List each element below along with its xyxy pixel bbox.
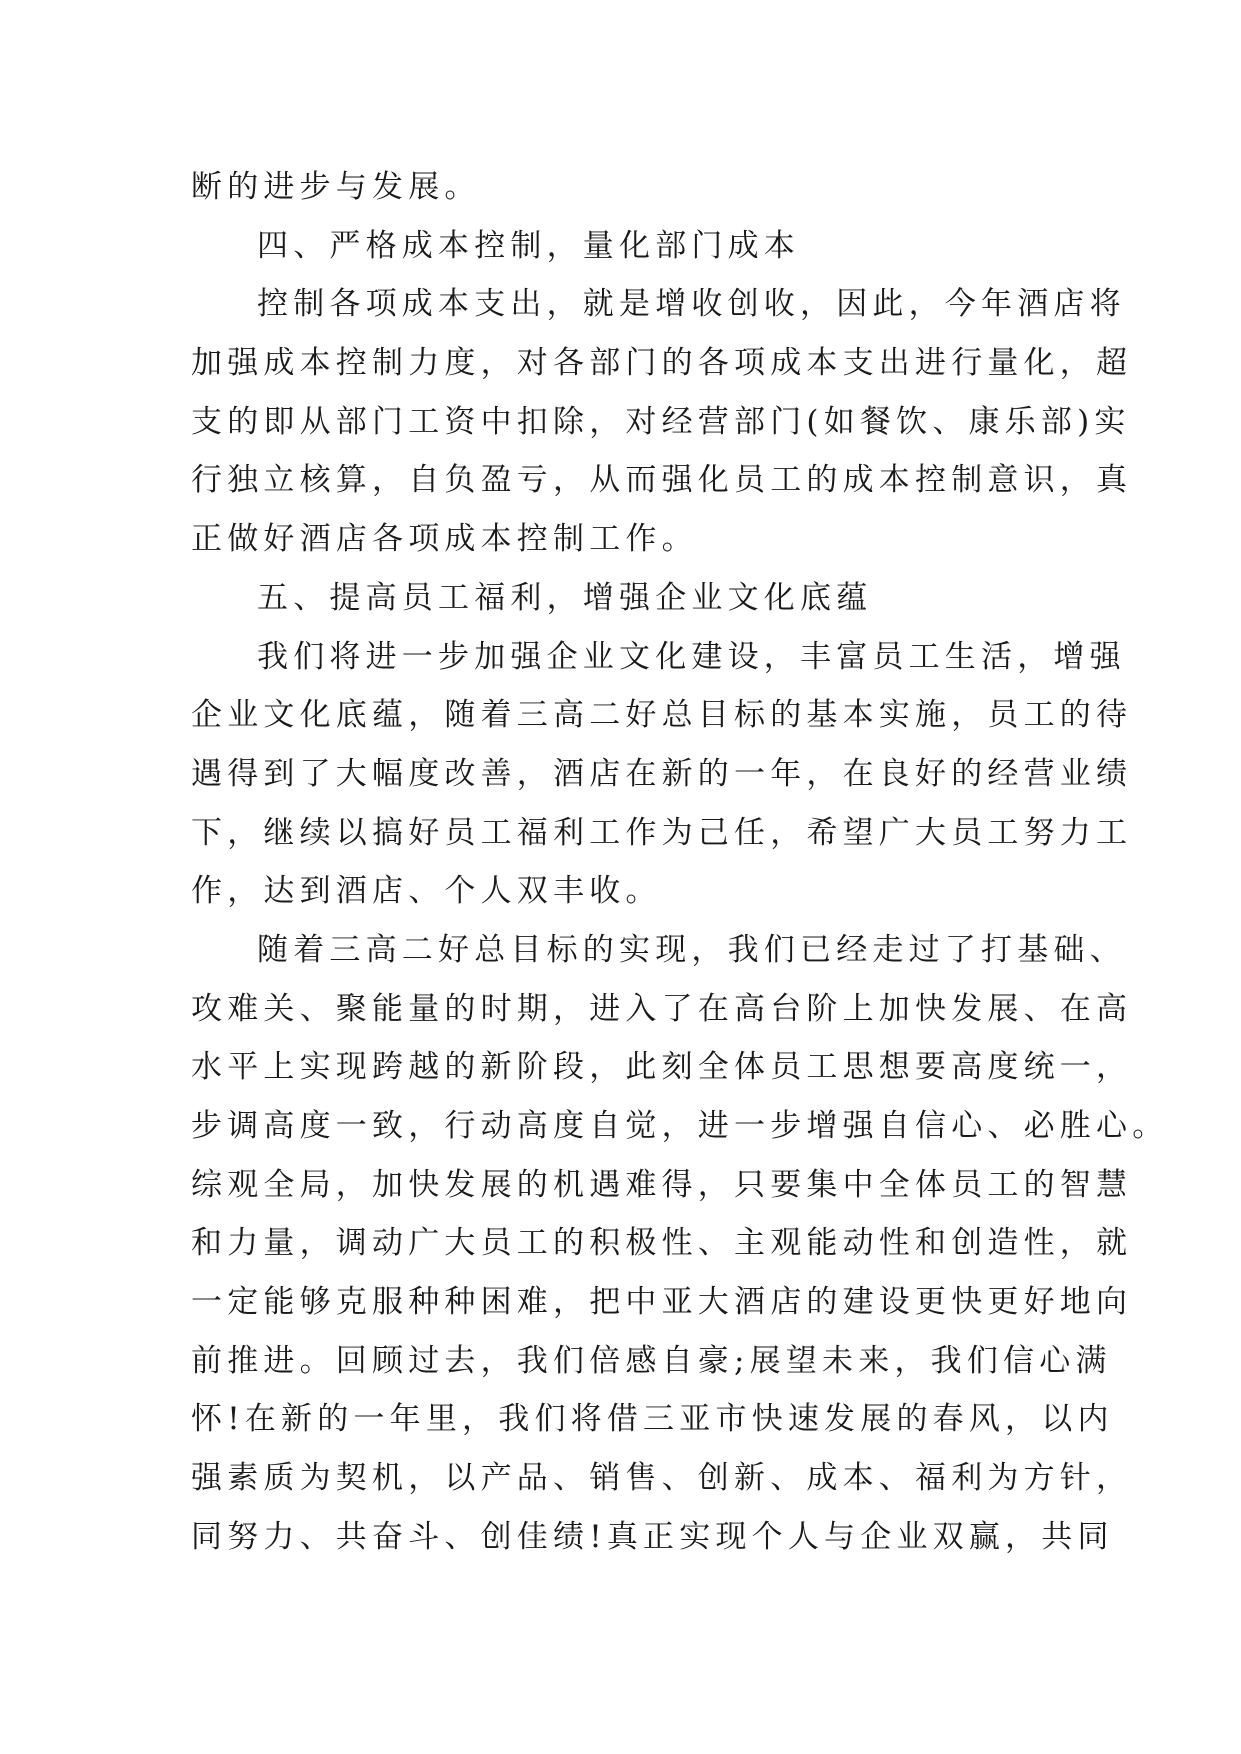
text-line: 加强成本控制力度，对各部门的各项成本支出进行量化，超 bbox=[191, 345, 1133, 382]
text-line: 强素质为契机，以产品、销售、创新、成本、福利为方针， bbox=[191, 1460, 1133, 1497]
text-line: 断的进步与发展。 bbox=[191, 169, 481, 205]
document-body bbox=[191, 158, 1169, 1567]
text-line: 一定能够克服种种困难，把中亚大酒店的建设更快更好地向 bbox=[191, 1284, 1133, 1321]
text-line: 支的即从部门工资中扣除，对经营部门(如餐饮、康乐部)实 bbox=[191, 403, 1131, 440]
text-line: 怀!在新的一年里，我们将借三亚市快速发展的春风，以内 bbox=[191, 1401, 1114, 1438]
text-line: 行独立核算，自负盈亏，从而强化员工的成本控制意识，真 bbox=[191, 462, 1133, 499]
text-line: 正做好酒店各项成本控制工作。 bbox=[191, 521, 698, 558]
text-line: 控制各项成本支出，就是增收创收，因此，今年酒店将 bbox=[257, 286, 1126, 323]
text-line: 步调高度一致，行动高度自觉，进一步增强自信心、必胜心。 bbox=[191, 1108, 1169, 1144]
text-line: 和力量，调动广大员工的积极性、主观能动性和创造性，就 bbox=[191, 1225, 1133, 1262]
text-line: 攻难关、聚能量的时期，进入了在高台阶上加快发展、在高 bbox=[191, 990, 1133, 1027]
text-line: 同努力、共奋斗、创佳绩!真正实现个人与企业双赢，共同 bbox=[191, 1518, 1114, 1555]
text-line: 我们将进一步加强企业文化建设，丰富员工生活，增强 bbox=[257, 638, 1126, 675]
text-line: 作，达到酒店、个人双丰收。 bbox=[191, 873, 662, 910]
text-line: 遇得到了大幅度改善，酒店在新的一年，在良好的经营业绩 bbox=[191, 755, 1133, 792]
text-line: 水平上实现跨越的新阶段，此刻全体员工思想要高度统一， bbox=[191, 1049, 1133, 1086]
text-line: 随着三高二好总目标的实现，我们已经走过了打基础、 bbox=[257, 931, 1126, 968]
text-line: 企业文化底蕴，随着三高二好总目标的基本实施，员工的待 bbox=[191, 697, 1133, 734]
text-line: 五、提高员工福利，增强企业文化底蕴 bbox=[257, 579, 873, 616]
text-line: 综观全局，加快发展的机遇难得，只要集中全体员工的智慧 bbox=[191, 1166, 1133, 1203]
text-line: 下，继续以搞好员工福利工作为己任，希望广大员工努力工 bbox=[191, 814, 1133, 851]
text-line: 前推进。回顾过去，我们倍感自豪;展望未来，我们信心满 bbox=[191, 1342, 1112, 1379]
text-line: 四、严格成本控制，量化部门成本 bbox=[257, 227, 800, 264]
